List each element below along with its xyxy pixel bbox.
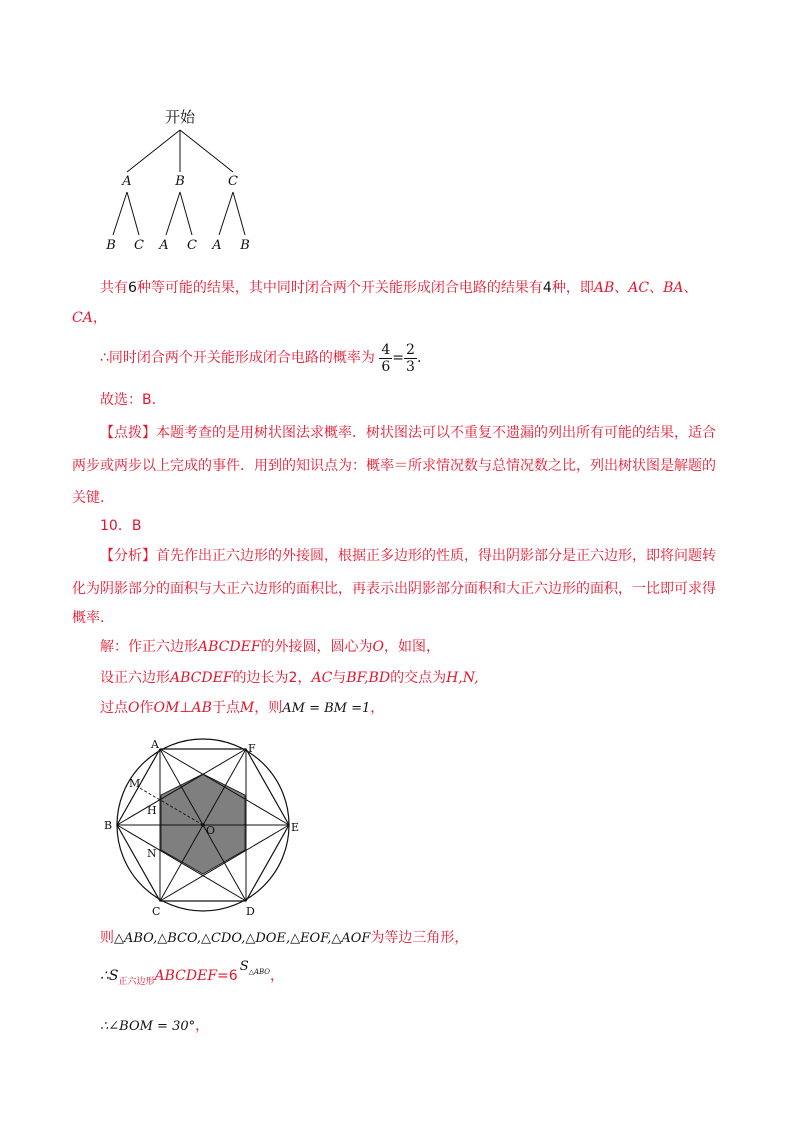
fraction-2-3: $\frac{2}{3}$: [406, 341, 415, 375]
tree-root: 开始: [164, 108, 196, 126]
tree-leaf: A: [212, 238, 222, 253]
tree-node-a: A: [122, 174, 132, 189]
label-n: N: [147, 847, 157, 860]
angle-line: ∴∠BOM = 30°，: [100, 1018, 210, 1034]
choice-answer: 故选：B.: [100, 392, 157, 408]
label-o: O: [206, 824, 216, 837]
solution-line-1: 解：作正六边形ABCDEF的外接圆，圆心为O，如图，: [100, 639, 441, 655]
label-f: F: [248, 742, 256, 755]
tree-leaf: B: [106, 238, 116, 253]
label-b: B: [104, 819, 113, 832]
label-e: E: [291, 821, 300, 834]
tree-node-c: C: [228, 174, 238, 189]
dianbo-line-2: 两步或两步以上完成的事件．用到的知识点为：概率＝所求情况数与总情况数之比，列出树状图是解题的: [72, 458, 716, 474]
label-c: C: [152, 905, 161, 917]
question-10-answer: 10．B: [100, 518, 142, 534]
result-count-line-1: 共有6种等可能的结果，其中同时闭合两个开关能形成闭合电路的结果有4种，即AB、AC、BA、: [100, 280, 698, 296]
result-count-line-2: CA，: [72, 310, 107, 326]
fenxi-line-3: 概率．: [72, 610, 114, 626]
fraction-4-6: $\frac{4}{6}$: [381, 341, 391, 375]
label-m: M: [129, 777, 141, 790]
label-h: H: [147, 804, 157, 817]
equilateral-line: 则△ABO,△BCO,△CDO,△DOE,△EOF,△AOF为等边三角形，: [100, 930, 469, 946]
tree-leaf: B: [240, 238, 250, 253]
probability-line: ∴同时闭合两个开关能形成闭合电路的概率为 $\frac{4}{6}$ = $\frac{2}{3}$ .: [100, 341, 422, 375]
tree-leaf: C: [187, 238, 197, 253]
tree-node-b: B: [175, 174, 185, 189]
solution-line-2: 设正六边形ABCDEF的边长为2，AC与BF,BD的交点为H,N,: [100, 670, 479, 686]
label-a: A: [151, 738, 159, 751]
hexagon-figure: [100, 732, 315, 917]
tree-diagram: [95, 100, 265, 260]
solution-line-3: 过点O作OM⊥AB于点M，则AM = BM =1，: [100, 700, 385, 716]
dianbo-line-1: 【点拨】本题考查的是用树状图法求概率．树状图法可以不重复不遗漏的列出所有可能的结果，适合: [100, 425, 716, 441]
area-relation-line: $\therefore S_{正六边形}ABCDEF=6S^{\triangle ABO}$，: [100, 959, 285, 987]
tree-leaf: A: [159, 238, 169, 253]
tree-leaf: C: [134, 238, 144, 253]
label-d: D: [246, 905, 255, 917]
dianbo-line-3: 关键．: [72, 490, 114, 506]
fenxi-line-2: 化为阴影部分的面积与大正六边形的面积比，再表示出阴影部分面积和大正六边形的面积，一比即可求得: [72, 581, 716, 597]
fenxi-line-1: 【分析】首先作出正六边形的外接圆，根据正多边形的性质，得出阴影部分是正六边形，即将问题转: [100, 548, 716, 564]
